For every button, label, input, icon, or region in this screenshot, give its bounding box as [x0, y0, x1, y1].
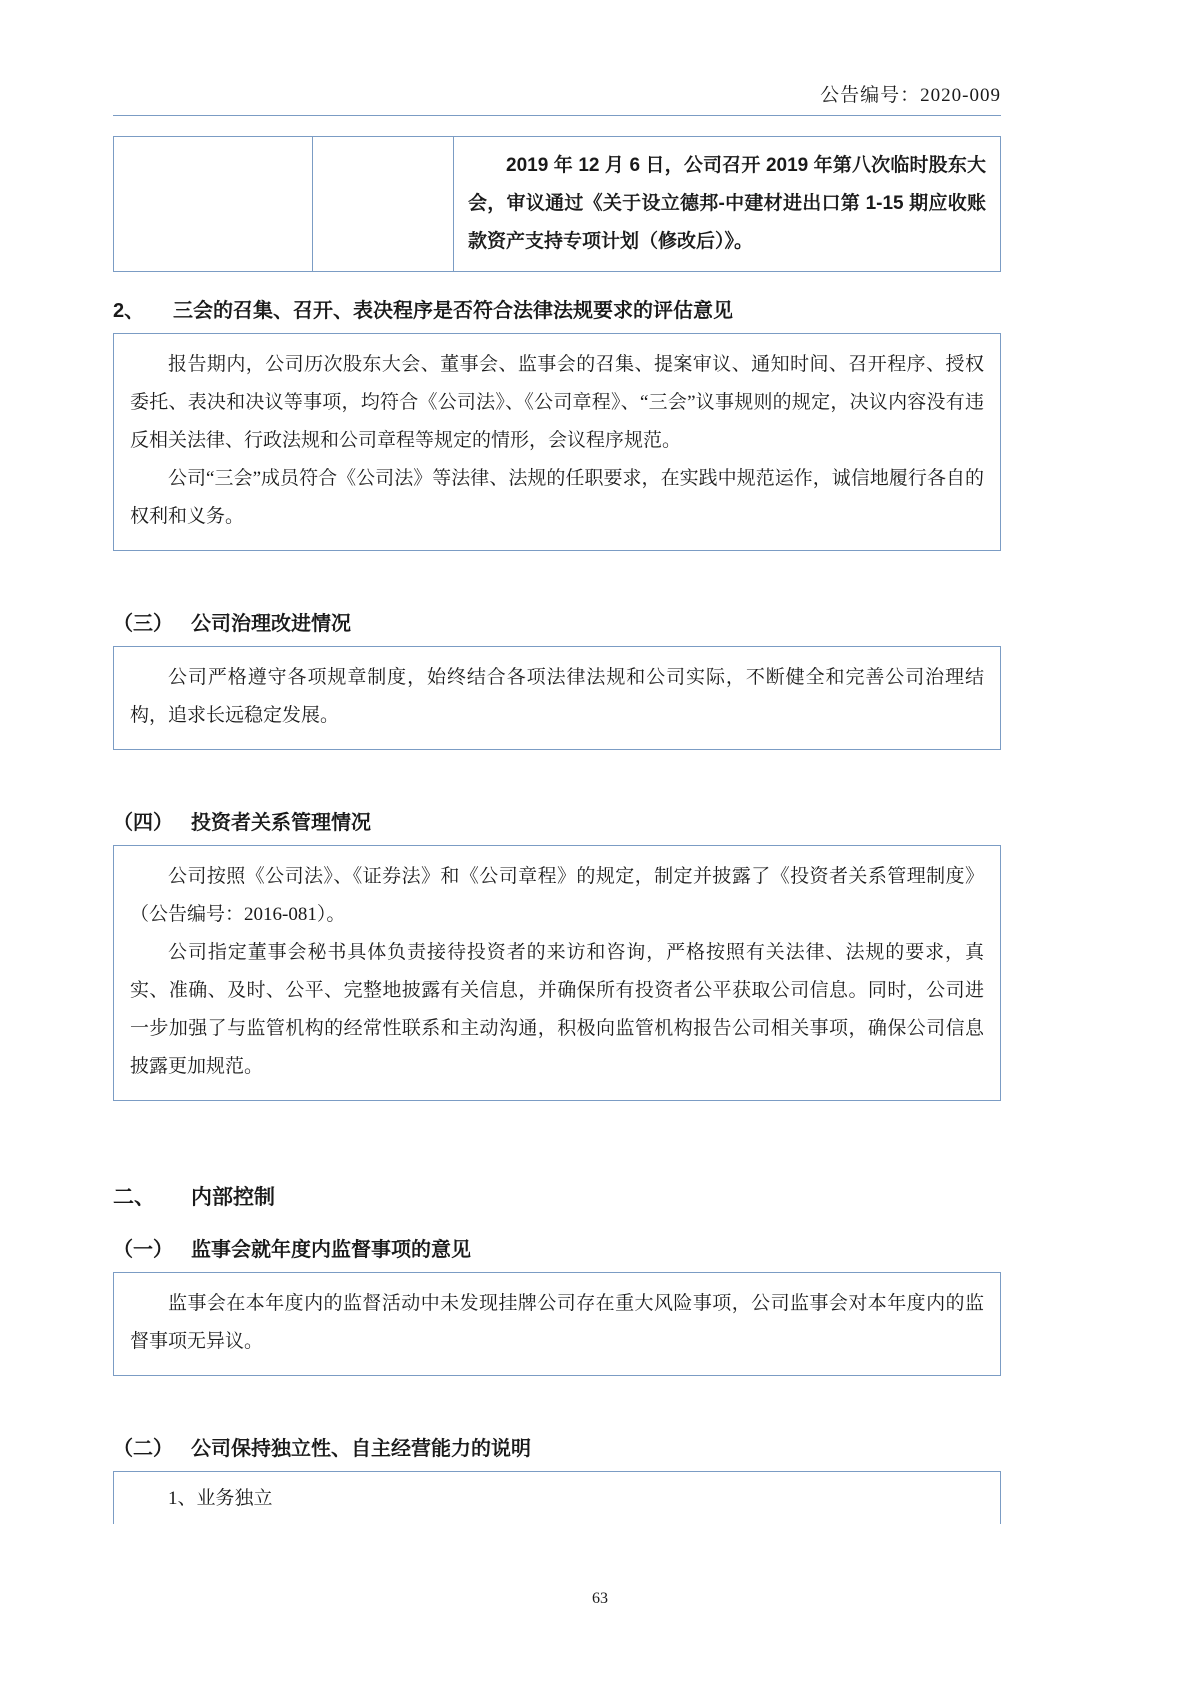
section-heading-2 [113, 294, 1001, 323]
paragraph: 公司指定董事会秘书具体负责接待投资者的来访和咨询，严格按照有关法律、法规的要求，真实、准确、及时、公平、完整地披露有关信息，并确保所有投资者公平获取公司信息。同时，公司进一步加强了与监管机构的经常性联系和主动沟通，积极向监管机构报告公司相关事项，确保公司信息披露更加规范。 [130, 942, 984, 1077]
table-cell-col1 [114, 137, 313, 272]
shareholder-meeting-table [113, 136, 1001, 272]
section-number: 2、 [113, 300, 145, 322]
section-title: 公司保持独立性、自主经营能力的说明 [191, 1438, 531, 1460]
page-number: 63 [592, 1590, 608, 1607]
paragraph: 报告期内，公司历次股东大会、董事会、监事会的召集、提案审议、通知时间、召开程序、授权委托、表决和决议等事项，均符合《公司法》、《公司章程》、“三会”议事规则的规定，决议内容没有违反相关法律、行政法规和公司章程等规定的情形，会议程序规范。 [130, 354, 984, 451]
sub-item: 1、业务独立 [168, 1488, 273, 1509]
section-number: （三） [113, 613, 173, 635]
header-divider [113, 115, 1001, 116]
section-body-three [113, 646, 1001, 750]
paragraph: 公司严格遵守各项规章制度，始终结合各项法律法规和公司实际，不断健全和完善公司治理结构，追求长远稳定发展。 [130, 667, 984, 726]
paragraph: 监事会在本年度内的监督活动中未发现挂牌公司存在重大风险事项，公司监事会对本年度内的监督事项无异议。 [130, 1293, 984, 1352]
table-cell-col3 [454, 137, 1001, 272]
major-section-number: 二、 [113, 1186, 155, 1209]
section-heading-one-b [113, 1233, 1001, 1262]
paragraph: 公司“三会”成员符合《公司法》等法律、法规的任职要求，在实践中规范运作，诚信地履行各自的权利和义务。 [130, 468, 984, 527]
table-cell-col2 [313, 137, 454, 272]
section-number: （一） [113, 1239, 173, 1261]
section-heading-two-b [113, 1432, 1001, 1461]
section-number: （四） [113, 812, 173, 834]
section-title: 监事会就年度内监督事项的意见 [191, 1239, 471, 1261]
paragraph: 公司按照《公司法》、《证券法》和《公司章程》的规定，制定并披露了《投资者关系管理制度》（公告编号：2016-081）。 [130, 866, 984, 925]
major-section-title: 内部控制 [191, 1186, 275, 1209]
section-title: 公司治理改进情况 [191, 613, 351, 635]
table-row [114, 137, 1001, 272]
section-body-one-b [113, 1272, 1001, 1376]
header-notice-number: 公告编号：2020-009 [820, 85, 1001, 106]
section-title: 投资者关系管理情况 [191, 812, 371, 834]
major-section-heading [113, 1181, 1001, 1211]
section-body-2 [113, 333, 1001, 551]
section-heading-four [113, 806, 1001, 835]
table-cell-text: 2019 年 12 月 6 日，公司召开 2019 年第八次临时股东大会，审议通过《关于设立德邦-中建材进出口第 1-15 期应收账款资产支持专项计划（修改后）》。 [468, 155, 986, 252]
page-content [113, 0, 1001, 1524]
section-number: （二） [113, 1438, 173, 1460]
section-heading-three [113, 607, 1001, 636]
section-body-two-b [113, 1471, 1001, 1524]
section-body-four [113, 845, 1001, 1101]
section-title: 三会的召集、召开、表决程序是否符合法律法规要求的评估意见 [173, 300, 733, 322]
